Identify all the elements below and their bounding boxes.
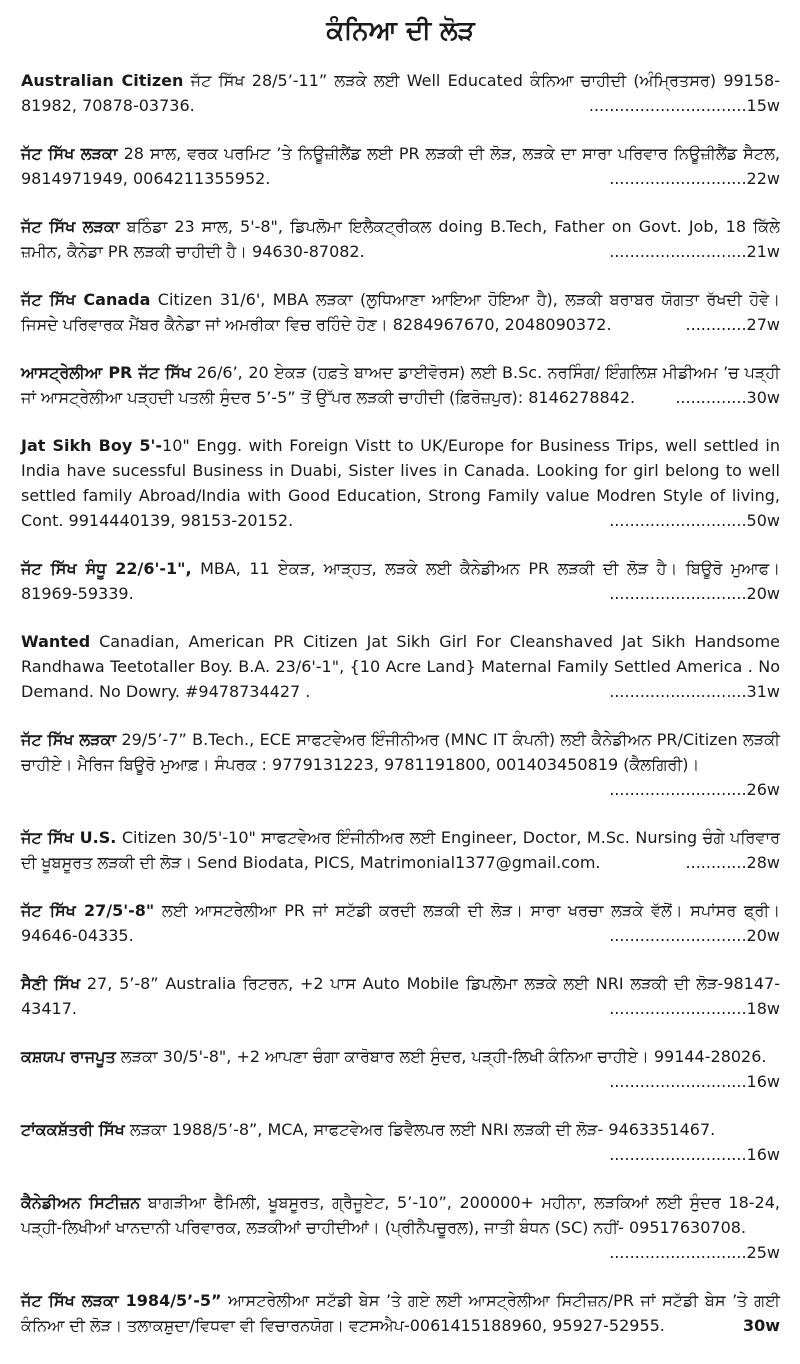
ad-item bbox=[21, 629, 780, 704]
ad-code: 25w bbox=[746, 1243, 780, 1262]
ad-heading: ਜੱਟ ਸਿੱਖ 27/5'-8" bbox=[21, 901, 155, 920]
ad-item bbox=[21, 433, 780, 533]
ad-heading: ਜੱਟ ਸਿੱਖ Canada bbox=[21, 290, 151, 309]
ad-body: Citizen 30/5'-10" ਸਾਫਟਵੇਅਰ ਇੰਜੀਨੀਅਰ ਲਈ Engineer, Doctor, M.Sc. Nursing ਚੰਗੇ ਪਰਿਵਾਰ ਦੀ ਖੂਬਸੂਰਤ ਲੜਕੀ ਦੀ ਲੋੜ। Send Biodata, PICS, Matrimonial1377@gmail.com. bbox=[21, 828, 780, 872]
ad-code: 22w bbox=[746, 169, 780, 188]
ad-body: ਜੱਟ ਸਿੱਖ 28/5’-11” ਲੜਕੇ ਲਈ Well Educated ਕੰਨਿਆ ਚਾਹੀਦੀ (ਅੰਮ੍ਰਿਤਸਰ) 99158-81982, 70878-03736. bbox=[21, 71, 780, 115]
ad-code: 26w bbox=[746, 780, 780, 799]
ad-item bbox=[21, 1288, 780, 1338]
ad-code: 20w bbox=[746, 926, 780, 945]
ad-heading: Wanted bbox=[21, 632, 91, 651]
ad-heading: Jat Sikh Boy 5'- bbox=[21, 436, 163, 455]
ad-dots: ........................... bbox=[609, 242, 747, 261]
ad-dots: ........................... bbox=[609, 926, 747, 945]
ad-body: ਬਾਗੜੀਆ ਫੈਮਿਲੀ, ਖੂਬਸੂਰਤ, ਗ੍ਰੈਜੂਏਟ, 5’-10”, 200000+ ਮਹੀਨਾ, ਲੜਕਿਆਂ ਲਈ ਸੁੰਦਰ 18-24, ਪੜ੍ਹੀ-ਲਿਖੀਆਂ ਖਾਨਦਾਨੀ ਪਰਿਵਾਰਕ, ਲੜਕੀਆਂ ਚਾਹੀਦੀਆਂ। (ਪ੍ਰੀਨੈਪਚੂਰਲ), ਜਾਤੀ ਬੰਧਨ (SC) ਨਹੀਂ- 09517630708. bbox=[21, 1193, 780, 1237]
ad-code: 16w bbox=[746, 1145, 780, 1164]
ad-body: MBA, 11 ਏਕੜ, ਆੜ੍ਹਤ, ਲੜਕੇ ਲਈ ਕੈਨੇਡੀਅਨ PR ਲੜਕੀ ਦੀ ਲੋੜ ਹੈ। ਬਿਊਰੋ ਮੁਆਫ। 81969-59339. bbox=[21, 559, 780, 603]
ad-code: 16w bbox=[746, 1072, 780, 1091]
ad-code: 21w bbox=[746, 242, 780, 261]
ad-body: Citizen 31/6', MBA ਲੜਕਾ (ਲੁਧਿਆਣਾ ਆਇਆ ਹੋਇਆ ਹੈ), ਲੜਕੀ ਬਰਾਬਰ ਯੋਗਤਾ ਰੱਖਦੀ ਹੋਵੇ। ਜਿਸਦੇ ਪਰਿਵਾਰਕ ਮੈਂਬਰ ਕੈਨੇਡਾ ਜਾਂ ਅਮਰੀਕਾ ਵਿਚ ਰਹਿੰਦੇ ਹੋਣ। 8284967670, 2048090372. bbox=[21, 290, 780, 334]
ad-dots: ............ bbox=[685, 315, 747, 334]
ad-heading: ਜੱਟ ਸਿੱਖ ਲੜਕਾ bbox=[21, 144, 118, 163]
ad-heading: ਟਾਂਕਕਸ਼ੱਤਰੀ ਸਿੱਖ bbox=[21, 1120, 125, 1139]
ad-heading: ਜੱਟ ਸਿੱਖ ਲੜਕਾ bbox=[21, 217, 120, 236]
ad-code: 20w bbox=[746, 584, 780, 603]
page-title: ਕੰਨਿਆ ਦੀ ਲੋੜ bbox=[326, 16, 475, 46]
ad-heading: ਕਸ਼ਯਪ ਰਾਜਪੂਤ bbox=[21, 1047, 116, 1066]
ad-dots: ............................... bbox=[588, 96, 747, 115]
ad-heading: ਜੱਟ ਸਿੱਖ ਲੜਕਾ bbox=[21, 730, 117, 749]
ad-dots: ........................... bbox=[609, 999, 747, 1018]
ad-body: Canadian, American PR Citizen Jat Sikh Girl For Cleanshaved Jat Sikh Handsome Randhawa Teetotaller Boy. B.A. 23/6'-1", {10 Acre Land} Maternal Family Settled America . No Demand. No Dowry. #9478734427 . bbox=[21, 632, 780, 701]
ad-dots: ........................... bbox=[609, 169, 747, 188]
ad-code: 15w bbox=[746, 96, 780, 115]
ad-heading: ਜੱਟ ਸਿੱਖ ਸੰਧੂ 22/6'-1", bbox=[21, 559, 192, 578]
ad-code: 27w bbox=[746, 315, 780, 334]
ad-dots: ........................... bbox=[609, 682, 747, 701]
ad-heading: ਆਸਟ੍ਰੇਲੀਆ PR ਜੱਟ ਸਿੱਖ bbox=[21, 363, 192, 382]
ad-item bbox=[21, 360, 780, 410]
ad-heading: ਸੈਣੀ ਸਿੱਖ bbox=[21, 974, 81, 993]
ad-body: ਬਠਿੰਡਾ 23 ਸਾਲ, 5'-8", ਡਿਪਲੋਮਾ ਇਲੈਕਟ੍ਰੀਕਲ doing B.Tech, Father on Govt. Job, 18 ਕਿੱਲੇ ਜ਼ਮੀਨ, ਕੈਨੇਡਾ PR ਲੜਕੀ ਚਾਹੀਦੀ ਹੈ। 94630-87082. bbox=[21, 217, 780, 261]
ad-heading: ਜੱਟ ਸਿੱਖ U.S. bbox=[21, 828, 117, 847]
ad-dots: ........................... bbox=[609, 511, 747, 530]
ad-item bbox=[21, 556, 780, 606]
ad-item bbox=[21, 1117, 780, 1167]
ad-item bbox=[21, 287, 780, 337]
ad-dots: ............ bbox=[685, 853, 747, 872]
ad-code: 31w bbox=[746, 682, 780, 701]
ad-item bbox=[21, 825, 780, 875]
ad-body: 29/5’-7” B.Tech., ECE ਸਾਫਟਵੇਅਰ ਇੰਜੀਨੀਅਰ (MNC IT ਕੰਪਨੀ) ਲਈ ਕੈਨੇਡੀਅਨ PR/Citizen ਲੜਕੀ ਚਾਹੀਏ। ਮੈਰਿਜ ਬਿਊਰੋ ਮੁਆਫ਼। ਸੰਪਰਕ : 9779131223, 9781191800, 001403450819 (ਕੈਲਗਿਰੀ)। bbox=[21, 730, 780, 774]
ad-code: 50w bbox=[746, 511, 780, 530]
ad-body: ਆਸਟਰੇਲੀਆ ਸਟੱਡੀ ਬੇਸ ’ਤੇ ਗਏ ਲਈ ਆਸਟ੍ਰੇਲੀਆ ਸਿਟੀਜ਼ਨ/PR ਜਾਂ ਸਟੱਡੀ ਬੇਸ ’ਤੇ ਗਈ ਕੰਨਿਆ ਦੀ ਲੋੜ। ਤਲਾਕਸ਼ੁਦਾ/ਵਿਧਵਾ ਵੀ ਵਿਚਾਰਨਯੋਗ। ਵਟਸਐਪ-0061415188960, 95927-52955. bbox=[21, 1291, 780, 1335]
ad-code: 28w bbox=[746, 853, 780, 872]
ad-code: 18w bbox=[746, 999, 780, 1018]
ad-body: ਲਈ ਆਸਟਰੇਲੀਆ PR ਜਾਂ ਸਟੱਡੀ ਕਰਦੀ ਲੜਕੀ ਦੀ ਲੋੜ। ਸਾਰਾ ਖਰਚਾ ਲੜਕੇ ਵੱਲੋਂ। ਸਪਾਂਸਰ ਫ੍ਰੀ। 94646-04335. bbox=[21, 901, 780, 945]
ad-item bbox=[21, 1044, 780, 1094]
ad-dots: ........................... bbox=[609, 1243, 747, 1262]
ad-body: 28 ਸਾਲ, ਵਰਕ ਪਰਮਿਟ ’ਤੇ ਨਿਊਜ਼ੀਲੈਂਡ ਲਈ PR ਲੜਕੀ ਦੀ ਲੋੜ, ਲੜਕੇ ਦਾ ਸਾਰਾ ਪਰਿਵਾਰ ਨਿਊਜ਼ੀਲੈਂਡ ਸੈਟਲ, 9814971949, 0064211355952. bbox=[21, 144, 780, 188]
ad-body: 26/6’, 20 ਏਕੜ (ਹਫ਼ਤੇ ਬਾਅਦ ਡਾਈਵੋਰਸ) ਲਈ B.Sc. ਨਰਸਿੰਗ/ ਇੰਗਲਿਸ਼ ਮੀਡੀਅਮ ’ਚ ਪੜ੍ਹੀ ਜਾਂ ਆਸਟ੍ਰੇਲੀਆ ਪੜ੍ਹਦੀ ਪਤਲੀ ਸੁੰਦਰ 5’-5” ਤੋਂ ਉੱਪਰ ਲੜਕੀ ਚਾਹੀਦੀ (ਫ਼ਿਰੋਜ਼ਪੁਰ): 8146278842. bbox=[21, 363, 780, 407]
ad-item bbox=[21, 214, 780, 264]
ad-body: 27, 5’-8” Australia ਰਿਟਰਨ, +2 ਪਾਸ Auto Mobile ਡਿਪਲੋਮਾ ਲੜਕੇ ਲਈ NRI ਲੜਕੀ ਦੀ ਲੋੜ-98147-43417. bbox=[21, 974, 780, 1018]
ad-body: ਲੜਕਾ 1988/5’-8”, MCA, ਸਾਫਟਵੇਅਰ ਡਿਵੈਲਪਰ ਲਈ NRI ਲੜਕੀ ਦੀ ਲੋੜ- 9463351467. bbox=[124, 1120, 716, 1139]
ad-item bbox=[21, 898, 780, 948]
ad-dots: ........................... bbox=[609, 780, 747, 799]
ad-dots: ........................... bbox=[609, 1072, 747, 1091]
ad-body: ਲੜਕਾ 30/5'-8", +2 ਆਪਣਾ ਚੰਗਾ ਕਾਰੋਬਾਰ ਲਈ ਸੁੰਦਰ, ਪੜ੍ਹੀ-ਲਿਖੀ ਕੰਨਿਆ ਚਾਹੀਏ। 99144-28026. bbox=[115, 1047, 767, 1066]
ad-dots: ........................... bbox=[609, 584, 747, 603]
ad-item bbox=[21, 727, 780, 802]
ad-code: 30w bbox=[742, 1316, 780, 1335]
ad-item bbox=[21, 141, 780, 191]
ad-dots: .............. bbox=[675, 388, 747, 407]
ad-body: 10" Engg. with Foreign Vistt to UK/Europe for Business Trips, well settled in India have sucessful Business in Duabi, Sister lives in Canada. Looking for girl belong to well settled family Abroad/India with Good Education, Strong Family value Modren Style of living, Cont. 9914440139, 98153-20152. bbox=[21, 436, 781, 530]
ad-item bbox=[21, 971, 780, 1021]
ad-heading: ਕੈਨੇਡੀਅਨ ਸਿਟੀਜ਼ਨ bbox=[21, 1193, 141, 1212]
ad-item bbox=[21, 1190, 780, 1265]
ad-code: 30w bbox=[746, 388, 780, 407]
ad-heading: ਜੱਟ ਸਿੱਖ ਲੜਕਾ 1984/5’-5” bbox=[21, 1291, 222, 1310]
ad-item bbox=[21, 68, 780, 118]
ad-dots: ........................... bbox=[609, 1145, 747, 1164]
ad-heading: Australian Citizen bbox=[21, 71, 184, 90]
